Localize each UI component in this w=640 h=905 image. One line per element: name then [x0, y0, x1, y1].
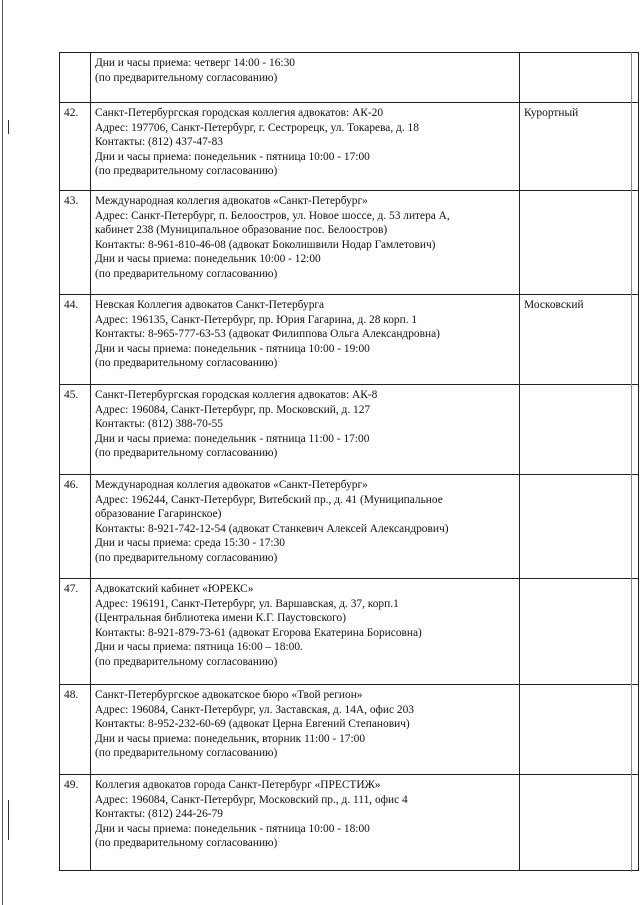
- legal-aid-table: [59, 52, 639, 871]
- row-number: 49.: [60, 775, 91, 871]
- row-body-cell: [91, 103, 520, 191]
- row-number: 44.: [60, 295, 91, 385]
- row-number-cell: [60, 53, 91, 103]
- entry-line: Адрес: 196135, Санкт-Петербург, пр. Юрия Гагарина, д. 28 корп. 1: [95, 313, 418, 326]
- district-cell: [520, 385, 639, 475]
- entry-line: Санкт-Петербургское адвокатское бюро «Твой регион»: [95, 689, 363, 701]
- district-cell: [520, 475, 639, 579]
- entry-line: Дни и часы приема: понедельник - пятница 10:00 - 17:00: [95, 150, 370, 163]
- scan-mark: [8, 800, 9, 840]
- district-cell: [520, 53, 639, 103]
- entry-line: (по предварительному согласованию): [95, 165, 278, 177]
- table-row: [60, 579, 639, 685]
- district-cell: Курортный: [520, 103, 639, 191]
- entry-line: (по предварительному согласованию): [95, 655, 278, 668]
- row-number: 47.: [60, 579, 91, 685]
- entry-line: Дни и часы приема: понедельник - пятница 10:00 - 19:00: [95, 342, 370, 355]
- entry-line: (по предварительному согласованию): [95, 551, 278, 564]
- table-row: [60, 475, 639, 579]
- row-number: 46.: [60, 475, 91, 579]
- row-body-cell: [91, 775, 520, 871]
- row-body-cell: [91, 579, 520, 685]
- entry-line: Контакты: (812) 388-70-55: [95, 418, 223, 430]
- entry-line: Международная коллегия адвокатов «Санкт-Петербург»: [95, 479, 368, 491]
- scan-mark: [8, 120, 9, 134]
- row-number: 45.: [60, 385, 91, 475]
- scan-edge-line: [2, 0, 3, 905]
- entry-line: (Центральная библиотека имени К.Г. Паустовского): [95, 612, 346, 624]
- district-cell: Московский: [520, 295, 639, 385]
- entry-line: Адрес: 196084, Санкт-Петербург, Московский пр., д. 111, офис 4: [95, 793, 408, 806]
- entry-line: Невская Коллегия адвокатов Санкт-Петербурга: [95, 299, 325, 311]
- entry-line: Санкт-Петербургская городская коллегия адвокатов: АК-8: [95, 389, 378, 401]
- entry-line: (по предварительному согласованию): [95, 747, 278, 759]
- entry-line: Дни и часы приема: понедельник - пятница 11:00 - 17:00: [95, 432, 370, 445]
- entry-line: Дни и часы приема: пятница 16:00 – 18:00.: [95, 641, 303, 653]
- row-body-cell: [91, 475, 520, 579]
- entry-line: Контакты: (812) 437-47-83: [95, 136, 223, 148]
- entry-line: Дни и часы приема: понедельник 10:00 - 12:00: [95, 253, 321, 265]
- entry-line: Коллегия адвокатов города Санкт-Петербург «ПРЕСТИЖ»: [95, 779, 381, 791]
- table-row: [60, 191, 639, 295]
- entry-line: (по предварительному согласованию): [95, 357, 278, 369]
- table-row: [60, 775, 639, 871]
- row-body-cell: [91, 685, 520, 775]
- row-number: 48.: [60, 685, 91, 775]
- table-row: [60, 385, 639, 475]
- entry-line: Дни и часы приема: четверг 14:00 - 16:30: [95, 57, 295, 69]
- row-body-cell: [91, 385, 520, 475]
- row-number: 43.: [60, 191, 91, 295]
- entry-line: (по предварительному согласованию): [95, 267, 278, 280]
- entry-line: Контакты: 8-952-232-60-69 (адвокат Церна Евгений Степанович): [95, 718, 410, 730]
- entry-line: Контакты: 8-961-810-46-08 (адвокат Боколишвили Нодар Гамлетович): [95, 238, 436, 251]
- entry-line: Адрес: 196084, Санкт-Петербург, ул. Заставская, д. 14А, офис 203: [95, 703, 414, 716]
- district-cell: [520, 579, 639, 685]
- entry-line: Контакты: (812) 244-26-79: [95, 808, 223, 820]
- row-body-cell: [91, 295, 520, 385]
- entry-line: образование Гагаринское): [95, 508, 222, 520]
- table-row: [60, 685, 639, 775]
- entry-line: Адрес: 196244, Санкт-Петербург, Витебский пр., д. 41 (Муниципальное: [95, 493, 443, 506]
- entry-line: Адрес: Санкт-Петербург, п. Белоостров, ул. Новое шоссе, д. 53 литера А,: [95, 209, 450, 222]
- table-row: [60, 295, 639, 385]
- row-body-cell: [91, 191, 520, 295]
- entry-line: Контакты: 8-921-742-12-54 (адвокат Станкевич Алексей Александрович): [95, 522, 449, 535]
- entry-line: Дни и часы приема: понедельник - пятница 10:00 - 18:00: [95, 822, 370, 835]
- entry-line: Адрес: 197706, Санкт-Петербург, г. Сестрорецк, ул. Токарева, д. 18: [95, 121, 419, 134]
- district-cell: [520, 775, 639, 871]
- table-row: [60, 103, 639, 191]
- scan-right-edge: [631, 52, 632, 872]
- district-cell: [520, 685, 639, 775]
- entry-line: Дни и часы приема: среда 15:30 - 17:30: [95, 537, 285, 549]
- entry-line: Адвокатский кабинет «ЮРЕКС»: [95, 583, 254, 595]
- entry-line: кабинет 238 (Муниципальное образование пос. Белоостров): [95, 224, 388, 236]
- entry-line: Санкт-Петербургская городская коллегия адвокатов: АК-20: [95, 107, 384, 119]
- row-body-cell: [91, 53, 520, 103]
- entry-line: Международная коллегия адвокатов «Санкт-Петербург»: [95, 195, 368, 207]
- row-number: 42.: [60, 103, 91, 191]
- table-row-continuation: [60, 53, 639, 103]
- entry-line: Дни и часы приема: понедельник, вторник 11:00 - 17:00: [95, 732, 366, 745]
- entry-line: Контакты: 8-965-777-63-53 (адвокат Филиппова Ольга Александровна): [95, 328, 440, 340]
- entry-line: (по предварительному согласованию): [95, 71, 278, 84]
- entry-line: Контакты: 8-921-879-73-61 (адвокат Егорова Екатерина Борисовна): [95, 626, 422, 639]
- entry-line: Адрес: 196084, Санкт-Петербург, пр. Московский, д. 127: [95, 403, 371, 416]
- entry-line: (по предварительному согласованию): [95, 837, 278, 849]
- district-cell: [520, 191, 639, 295]
- entry-line: Адрес: 196191, Санкт-Петербург, ул. Варшавская, д. 37, корп.1: [95, 597, 399, 610]
- entry-line: (по предварительному согласованию): [95, 447, 278, 459]
